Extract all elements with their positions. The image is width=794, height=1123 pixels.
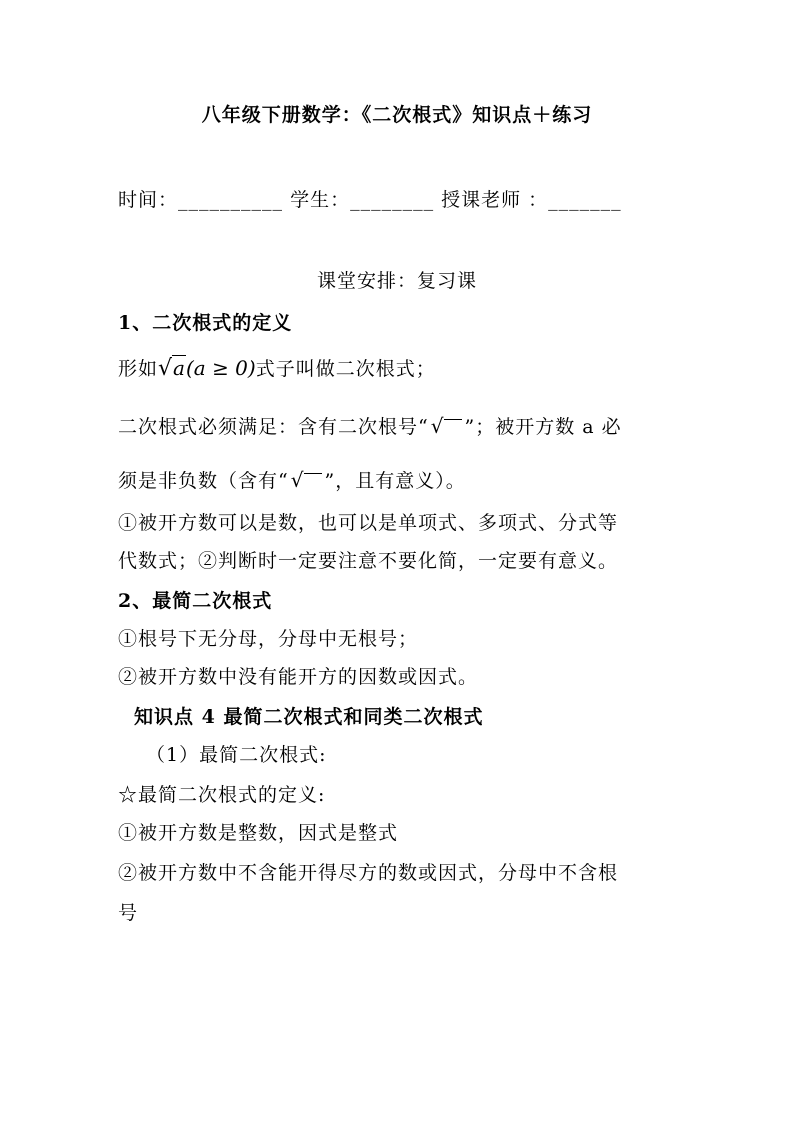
section1-heading: 1、二次根式的定义 bbox=[118, 312, 293, 334]
sqrt-expression bbox=[158, 356, 256, 380]
radicand: a bbox=[173, 356, 185, 380]
definition-prefix: 形如 bbox=[118, 358, 159, 380]
definition-suffix: 式子叫做二次根式； bbox=[255, 358, 436, 380]
student-blank: ________ bbox=[350, 189, 435, 211]
quote-open-2: “ bbox=[278, 470, 289, 492]
condition-line-2 bbox=[118, 466, 466, 493]
knowledge4-subheading: （1）最简二次根式: bbox=[146, 744, 327, 766]
section2-heading: 2、最简二次根式 bbox=[118, 590, 273, 612]
document-title: 八年级下册数学：《二次根式》知识点＋练习 bbox=[201, 104, 593, 126]
info-line bbox=[118, 185, 622, 212]
note-line-2: 代数式；②判断时一定要注意不要化简，一定要有意义。 bbox=[118, 550, 619, 572]
quote-close-2: ” bbox=[324, 470, 336, 492]
knowledge4-heading: 知识点 4 最简二次根式和同类二次根式 bbox=[134, 706, 484, 728]
section2-item-1: ①根号下无分母，分母中无根号； bbox=[118, 628, 419, 650]
class-arrangement: 课堂安排：复习课 bbox=[316, 270, 477, 292]
condition-text-1a: 二次根式必须满足：含有二次根号 bbox=[118, 416, 419, 438]
teacher-blank: _______ bbox=[548, 189, 622, 211]
quote-close: ” bbox=[464, 416, 476, 438]
time-blank: __________ bbox=[178, 189, 284, 211]
condition-line-1 bbox=[118, 412, 622, 439]
teacher-label: 授课老师 ： bbox=[441, 189, 549, 211]
condition: (a ≥ 0) bbox=[185, 356, 256, 380]
definition-line bbox=[118, 354, 436, 381]
knowledge4-item-2-line-2: 号 bbox=[118, 902, 139, 924]
knowledge4-item-1: ①被开方数是整数，因式是整式 bbox=[118, 822, 399, 844]
knowledge4-definition-title: ☆最简二次根式的定义: bbox=[118, 784, 326, 806]
radical-symbol-icon: √ bbox=[431, 414, 463, 438]
knowledge4-item-2-line-1: ②被开方数中不含能开得尽方的数或因式，分母中不含根 bbox=[118, 862, 619, 884]
condition-text-2a: 须是非负数（含有 bbox=[118, 470, 279, 492]
condition-text-2b: ，且有意义）。 bbox=[335, 470, 466, 492]
time-label: 时间： bbox=[118, 189, 179, 211]
radical-symbol-icon-2: √ bbox=[291, 468, 323, 492]
note-line-1: ①被开方数可以是数，也可以是单项式、多项式、分式等 bbox=[118, 512, 619, 534]
student-label: 学生： bbox=[290, 189, 351, 211]
quote-open: “ bbox=[418, 416, 429, 438]
section2-item-2: ②被开方数中没有能开方的因数或因式。 bbox=[118, 666, 479, 688]
condition-text-1b: ；被开方数 a 必 bbox=[475, 416, 622, 438]
sqrt-sign-icon: √ bbox=[158, 356, 173, 381]
